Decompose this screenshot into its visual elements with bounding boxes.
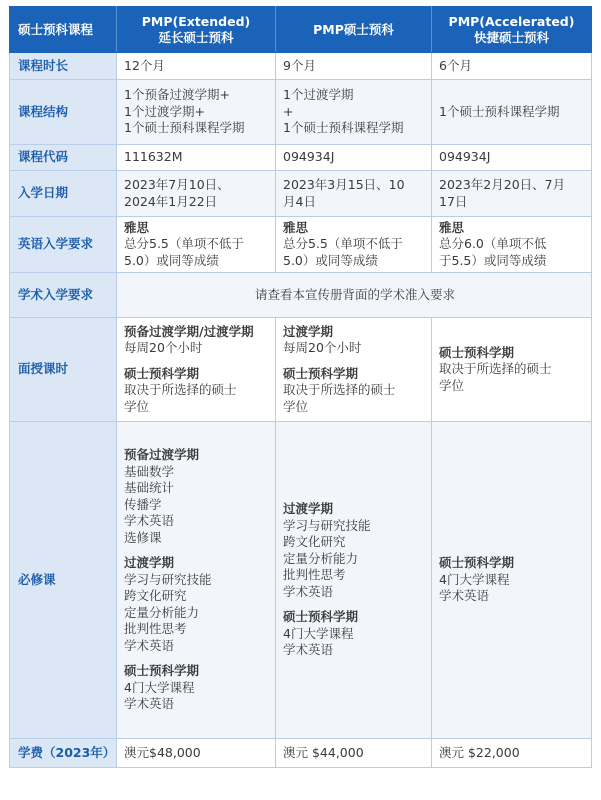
header-extended-en: PMP(Extended)	[141, 13, 251, 29]
course-item: 学习与研究技能	[124, 571, 212, 587]
code-label: 课程代码	[10, 145, 117, 171]
course-item: 批判性思考	[124, 621, 187, 637]
contact-hours-standard	[276, 318, 432, 422]
intake-date: 2023年7月10日、	[124, 177, 230, 192]
structure-extended	[117, 80, 276, 145]
required-courses-extended	[117, 422, 276, 739]
contact-hours-accelerated	[432, 318, 592, 422]
academic-requirement: 请查看本宣传册背面的学术准入要求	[117, 273, 592, 318]
term-title: 硕士预科学期	[283, 365, 359, 381]
term-title: 硕士预科学期	[124, 365, 200, 381]
duration-standard: 9个月	[276, 53, 432, 80]
term-title: 硕士预科学期	[124, 663, 200, 679]
course-item: 学术英语	[439, 588, 490, 604]
header-accelerated-en: PMP(Accelerated)	[448, 13, 575, 29]
term-title: 预备过渡学期	[124, 447, 200, 463]
duration-accelerated: 6个月	[432, 53, 592, 80]
course-item: 学习与研究技能	[283, 517, 371, 533]
duration-row	[10, 53, 592, 80]
term-title: 过渡学期	[124, 555, 175, 571]
header-standard: PMP硕士预科	[276, 7, 432, 53]
course-item: 基础统计	[124, 480, 175, 496]
intake-date: 2023年3月15日、10	[283, 177, 405, 192]
course-item: 学术英语	[124, 513, 175, 529]
course-item: 4门大学课程	[439, 571, 510, 587]
course-item: 传播学	[124, 496, 162, 512]
course-item: 学术英语	[124, 696, 175, 712]
structure-accelerated: 1个硕士预科课程学期	[432, 80, 592, 145]
code-extended: 111632M	[117, 145, 276, 171]
course-item: 跨文化研究	[283, 534, 346, 550]
course-item: 4门大学课程	[283, 625, 354, 641]
english-test-name: 雅思	[283, 219, 309, 235]
english-label: 英语入学要求	[10, 217, 117, 273]
required-courses-row	[10, 422, 592, 739]
course-item: 学术英语	[283, 642, 334, 658]
english-score: 总分6.0（单项不低	[439, 236, 547, 252]
structure-label: 课程结构	[10, 80, 117, 145]
course-item: 4门大学课程	[124, 679, 195, 695]
term-title: 硕士预科学期	[439, 555, 515, 571]
term-title: 过渡学期	[283, 501, 334, 517]
term-title: 过渡学期	[283, 323, 334, 339]
term-detail: 学位	[124, 398, 150, 414]
term-title: 硕士预科学期	[283, 609, 359, 625]
course-item: 学术英语	[283, 583, 334, 599]
course-item: 定量分析能力	[283, 550, 359, 566]
structure-extended-line: 1个硕士预科课程学期	[124, 120, 245, 136]
structure-standard-line: 1个硕士预科课程学期	[283, 120, 404, 136]
term-title: 硕士预科学期	[439, 344, 515, 360]
intake-date: 17日	[439, 193, 468, 209]
english-score: 于5.5）或同等成绩	[439, 252, 547, 268]
english-row	[10, 217, 592, 273]
intake-extended	[117, 171, 276, 217]
header-accelerated	[432, 7, 592, 53]
academic-label: 学术入学要求	[10, 273, 117, 318]
term-detail: 取决于所选择的硕士	[439, 361, 552, 377]
fees-accelerated: 澳元 $22,000	[432, 739, 592, 768]
term-detail: 学位	[439, 377, 465, 393]
english-score: 5.0）或同等成绩	[124, 252, 219, 268]
structure-extended-line: 1个预备过渡学期+	[124, 87, 230, 103]
required-courses-label: 必修课	[10, 422, 117, 739]
english-extended	[117, 217, 276, 273]
duration-extended: 12个月	[117, 53, 276, 80]
english-test-name: 雅思	[439, 219, 465, 235]
academic-row	[10, 273, 592, 318]
header-accelerated-cn: 快捷硕士预科	[473, 29, 549, 45]
term-detail: 每周20个小时	[124, 340, 203, 356]
required-courses-standard	[276, 422, 432, 739]
course-item: 学术英语	[124, 637, 175, 653]
structure-standard-line: 1个过渡学期	[283, 87, 354, 103]
contact-hours-label: 面授课时	[10, 318, 117, 422]
required-courses-accelerated	[432, 422, 592, 739]
duration-label: 课程时长	[10, 53, 117, 80]
english-score: 5.0）或同等成绩	[283, 252, 378, 268]
intake-date: 2024年1月22日	[124, 193, 218, 209]
term-title: 预备过渡学期/过渡学期	[124, 323, 254, 339]
english-score: 总分5.5（单项不低于	[124, 236, 244, 252]
contact-hours-row	[10, 318, 592, 422]
code-accelerated: 094934J	[432, 145, 592, 171]
structure-row	[10, 80, 592, 145]
fees-row	[10, 739, 592, 768]
english-test-name: 雅思	[124, 219, 150, 235]
term-detail: 每周20个小时	[283, 340, 362, 356]
english-accelerated	[432, 217, 592, 273]
fees-extended: 澳元$48,000	[117, 739, 276, 768]
course-item: 批判性思考	[283, 567, 346, 583]
term-detail: 取决于所选择的硕士	[124, 382, 237, 398]
course-item: 选修课	[124, 529, 162, 545]
structure-standard-plus: +	[283, 103, 294, 119]
english-standard	[276, 217, 432, 273]
header-extended	[117, 7, 276, 53]
term-detail: 学位	[283, 398, 309, 414]
course-item: 基础数学	[124, 463, 175, 479]
fees-label: 学费（2023年）	[10, 739, 117, 768]
term-detail: 取决于所选择的硕士	[283, 382, 396, 398]
structure-standard	[276, 80, 432, 145]
intake-standard	[276, 171, 432, 217]
intake-date: 月4日	[283, 193, 316, 209]
code-row	[10, 145, 592, 171]
header-row	[10, 7, 592, 53]
course-item: 定量分析能力	[124, 604, 200, 620]
header-extended-cn: 延长硕士预科	[158, 29, 234, 45]
structure-extended-line: 1个过渡学期+	[124, 103, 205, 119]
contact-hours-extended	[117, 318, 276, 422]
intake-accelerated	[432, 171, 592, 217]
intake-date: 2023年2月20日、7月	[439, 177, 566, 192]
intake-label: 入学日期	[10, 171, 117, 217]
intake-row	[10, 171, 592, 217]
header-program: 硕士预科课程	[10, 7, 117, 53]
course-item: 跨文化研究	[124, 588, 187, 604]
code-standard: 094934J	[276, 145, 432, 171]
english-score: 总分5.5（单项不低于	[283, 236, 403, 252]
fees-standard: 澳元 $44,000	[276, 739, 432, 768]
program-comparison-table	[9, 6, 592, 768]
